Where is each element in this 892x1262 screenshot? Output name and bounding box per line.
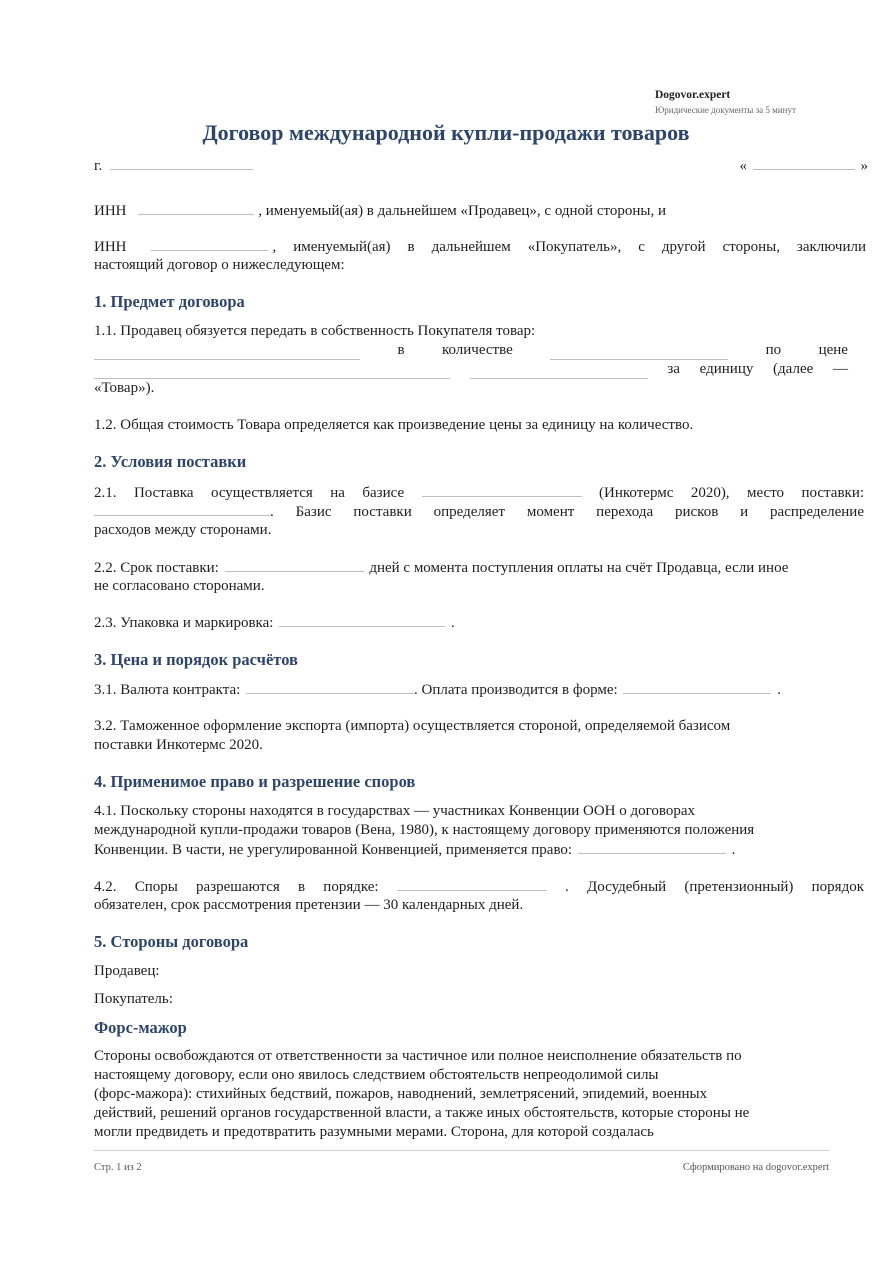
city-prefix: г. (94, 158, 103, 174)
packaging-blank[interactable] (279, 613, 445, 627)
clause-4-1-line3 (94, 840, 866, 860)
clause-4-2-line1 (94, 877, 864, 897)
clause-3-1 (94, 680, 866, 700)
brand-tagline: Юридические документы за 5 минут (655, 105, 796, 115)
buyer-text-line2: настоящий договор о нижеследующем: (94, 257, 345, 273)
word-v: в (397, 342, 405, 358)
word-dash: — (832, 361, 848, 377)
buyer-text-line1: , именуемый(ая) в дальнейшем «Покупатель», с другой стороны, заключили (272, 239, 866, 255)
word-po: по (765, 342, 782, 358)
clause-1-1-line1: 1.1. Продавец обязуется передать в собственность Покупателя товар: (94, 323, 536, 339)
brand-name: Dogovor.expert (655, 89, 731, 101)
date-blank[interactable] (753, 156, 855, 170)
clause-4-2-text-b: . Досудебный (претензионный) порядок (565, 879, 864, 895)
word-quantity: количестве (441, 342, 513, 358)
clause-2-2-line2: не согласовано сторонами. (94, 578, 265, 594)
city-date-line (94, 156, 866, 176)
city-field-group (94, 156, 253, 176)
delivery-term-blank[interactable] (225, 558, 364, 572)
seller-inn-label: ИНН (94, 203, 127, 219)
party-seller (94, 201, 866, 221)
clause-1-1-line4: «Товар»). (94, 380, 155, 396)
dispute-order-blank[interactable] (397, 877, 547, 891)
clause-2-1-line2 (94, 502, 864, 522)
clause-4-2-text-a: 4.2. Споры разрешаются в порядке: (94, 879, 379, 895)
word-dalee: (далее (773, 361, 814, 377)
goods-name-blank[interactable] (94, 346, 360, 360)
section-1-heading: 1. Предмет договора (94, 292, 245, 311)
party-buyer (94, 237, 866, 257)
delivery-place-blank[interactable] (94, 502, 270, 516)
word-za: за (667, 361, 680, 377)
clause-2-3-text: 2.3. Упаковка и маркировка: (94, 615, 274, 631)
clause-4-2-line2: обязателен, срок рассмотрения претензии — 30 календарных дней. (94, 897, 524, 913)
document-title: Договор международной купли-продажи товаров (202, 120, 690, 145)
currency-blank[interactable] (246, 680, 414, 694)
clause-3-1-text-b: . Оплата производится в форме: (414, 682, 618, 698)
payment-form-blank[interactable] (623, 680, 771, 694)
date-close-quote: » (860, 158, 868, 174)
clause-4-1-text-c: Конвенции. В части, не урегулированной Конвенцией, применяется право: (94, 842, 573, 858)
clause-2-3 (94, 613, 866, 633)
section-5-heading: 5. Стороны договора (94, 932, 249, 951)
clause-2-1-line3: расходов между сторонами. (94, 522, 272, 538)
force-majeure-line5: могли предвидеть и предотвратить разумными мерами. Сторона, для которой создалась (94, 1124, 654, 1140)
date-field-group (740, 156, 869, 176)
force-majeure-line2: настоящему договору, если оно явилось следствием обстоятельств непреодолимой силы (94, 1067, 659, 1083)
force-majeure-heading: Форс-мажор (94, 1018, 187, 1037)
section-2-heading: 2. Условия поставки (94, 452, 247, 471)
date-open-quote: « (739, 158, 747, 174)
clause-3-2-line2: поставки Инкотермс 2020. (94, 737, 263, 753)
clause-2-2-text-b: дней с момента поступления оплаты на счёт Продавца, если иное (369, 560, 789, 576)
clause-1-2: 1.2. Общая стоимость Товара определяется как произведение цены за единицу на количество. (94, 417, 694, 433)
unit-blank[interactable] (470, 365, 648, 379)
clause-2-3-dot: . (450, 615, 455, 631)
clause-4-1-dot: . (731, 842, 736, 858)
seller-text: , именуемый(ая) в дальнейшем «Продавец», с одной стороны, и (258, 203, 666, 219)
incoterms-basis-blank[interactable] (422, 483, 582, 497)
clause-2-2-text-a: 2.2. Срок поставки: (94, 560, 219, 576)
footer-divider (94, 1150, 829, 1151)
clause-3-1-dot: . (777, 682, 781, 698)
price-blank[interactable] (94, 365, 450, 379)
applicable-law-blank[interactable] (578, 840, 726, 854)
buyer-signature-label: Покупатель: (94, 991, 173, 1007)
section-4-heading: 4. Применимое право и разрешение споров (94, 772, 416, 791)
word-price: цене (818, 342, 848, 358)
section-3-heading: 3. Цена и порядок расчётов (94, 650, 298, 669)
word-unit: единицу (699, 361, 754, 377)
city-blank[interactable] (110, 156, 253, 170)
clause-2-1-text-a: 2.1. Поставка осуществляется на базисе (94, 485, 405, 501)
clause-4-1-line1: 4.1. Поскольку стороны находятся в государствах — участниках Конвенции ООН о договорах (94, 803, 696, 819)
clause-2-1-text-b: (Инкотермс 2020), место поставки: (599, 485, 865, 501)
clause-3-1-text-a: 3.1. Валюта контракта: (94, 682, 241, 698)
clause-2-1-text-c: . Базис поставки определяет момент перехода рисков и распределение (270, 504, 864, 520)
force-majeure-line1: Стороны освобождаются от ответственности за частичное или полное неисполнение обязательств по (94, 1048, 742, 1064)
force-majeure-line4: действий, решений органов государственной власти, а также иных обстоятельств, которые стороны не (94, 1105, 750, 1121)
buyer-inn-label: ИНН (94, 239, 127, 255)
buyer-inn-blank[interactable] (151, 237, 268, 251)
clause-2-2-line1 (94, 558, 866, 578)
page-number: Стр. 1 из 2 (94, 1162, 142, 1173)
clause-1-1-line2 (94, 341, 848, 360)
footer-generated: Сформировано на dogovor.expert (682, 1162, 829, 1173)
force-majeure-line3: (форс-мажора): стихийных бедствий, пожаров, наводнений, землетрясений, эпидемий, военных (94, 1086, 708, 1102)
clause-2-1-line1 (94, 483, 864, 503)
clause-3-2-line1: 3.2. Таможенное оформление экспорта (импорта) осуществляется стороной, определяемой базисом (94, 718, 731, 734)
seller-inn-blank[interactable] (138, 201, 254, 215)
clause-4-1-line2: международной купли-продажи товаров (Вена, 1980), к настоящему договору применяются положения (94, 822, 755, 838)
clause-1-1-line3 (94, 360, 848, 379)
seller-signature-label: Продавец: (94, 963, 160, 979)
quantity-blank[interactable] (550, 346, 728, 360)
